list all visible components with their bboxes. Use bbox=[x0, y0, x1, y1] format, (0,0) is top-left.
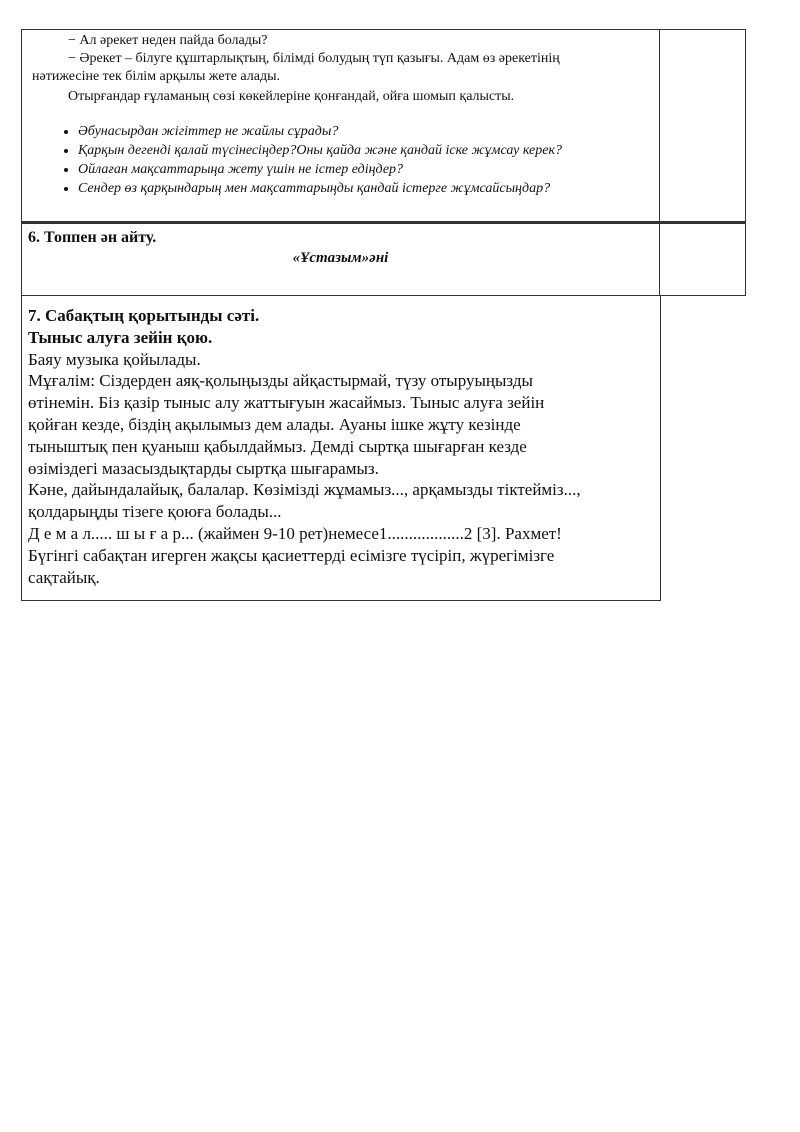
table-cell-side-2 bbox=[659, 222, 746, 296]
text-line: Мұғалім: Сіздерден аяқ-қолыңызды айқастырмай, түзу отыруыңызды bbox=[28, 371, 533, 391]
section-7-text bbox=[28, 305, 653, 588]
list-item: • Әбунасырдан жігіттер не жайлы сұрады? bbox=[78, 122, 678, 141]
dialogue-line-2b: нәтижесіне тек білім арқылы жете алады. bbox=[32, 69, 280, 84]
dialogue-line-1: − Ал әрекет неден пайда болады? bbox=[68, 33, 268, 48]
text-line: тыныштық пен қуаныш қабылдаймыз. Демді сыртқа шығарған кезде bbox=[28, 436, 527, 456]
text-line: Бүгінгі сабақтан игерген жақсы қасиеттерді есімізге түсіріп, жүрегімізге bbox=[28, 545, 555, 565]
table-cell-side-1 bbox=[659, 29, 746, 222]
song-title: «Ұстазым»әні bbox=[292, 250, 389, 266]
text-line: Баяу музыка қойылады. bbox=[28, 349, 201, 369]
section-heading-7: 7. Сабақтың қорытынды сәті. bbox=[28, 306, 260, 325]
table-cell-content-1 bbox=[21, 29, 660, 222]
section-heading-6: 6. Топпен ән айту. bbox=[28, 229, 157, 246]
text-line: қолдарыңды тізеге қоюға болады... bbox=[28, 502, 282, 522]
dialogue-line-2a: − Әрекет – білуге құштарлықтың, білімді болудың түп қазығы. Адам өз әрекетінің bbox=[68, 51, 560, 66]
list-item: • Сендер өз қарқындарың мен мақсаттарыңды қандай істерге жұмсайсыңдар? bbox=[78, 179, 678, 198]
text-line: өзіміздегі мазасыздықтарды сыртқа шығарамыз. bbox=[28, 458, 379, 478]
text-line: Кәне, дайындалайық, балалар. Көзімізді жұмамыз..., арқамызды тіктейміз..., bbox=[28, 480, 581, 500]
subsection-heading: Тыныс алуға зейін қою. bbox=[28, 327, 213, 347]
text-line: Д е м а л..... ш ы ғ а р... (жаймен 9-10 рет)немесе1..................2 [3]. Рахмет! bbox=[28, 523, 562, 543]
question-list bbox=[50, 122, 678, 198]
list-item: • Ойлаған мақсаттарыңа жету үшін не істер едіңдер? bbox=[78, 160, 678, 179]
list-item: • Қарқын дегенді қалай түсінесіңдер?Оны қайда және қандай іске жұмсау керек? bbox=[78, 141, 678, 160]
table-cell-content-3 bbox=[21, 296, 661, 601]
text-line: қойған кезде, біздің ақылымыз дем алады. Ауаны ішке жұту кезінде bbox=[28, 414, 521, 434]
text-line: өтінемін. Біз қазір тыныс алу жаттығуын жасаймыз. Тыныс алуға зейін bbox=[28, 393, 545, 413]
narration-line: Отырғандар ғұламаның сөзі көкейлеріне қонғандай, ойға шомып қалысты. bbox=[68, 89, 515, 104]
table-cell-content-2 bbox=[21, 222, 660, 296]
text-line: сақтайық. bbox=[28, 567, 100, 587]
